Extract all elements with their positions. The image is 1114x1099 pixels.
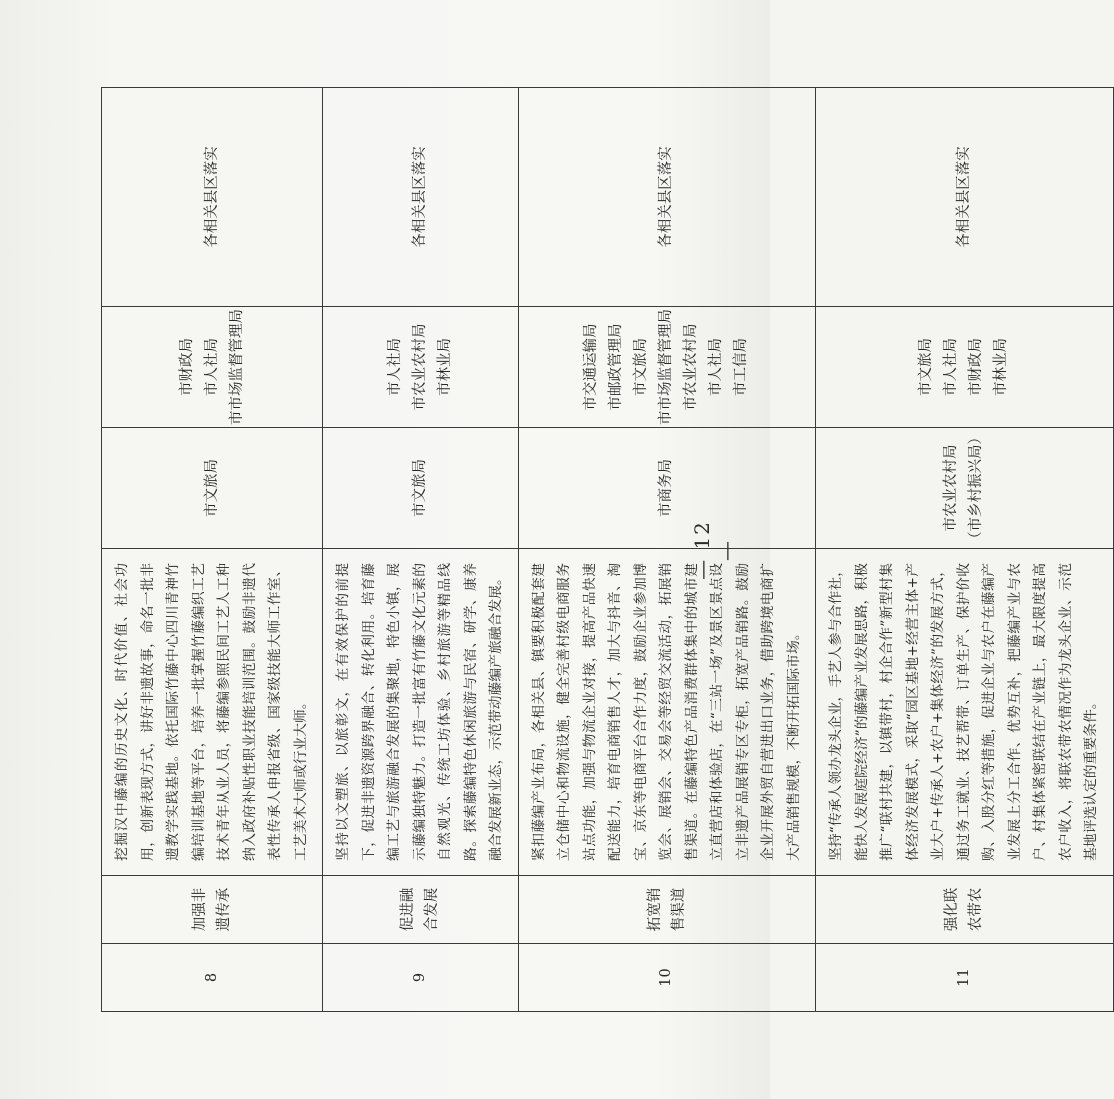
- coop-unit: 市市场监督管理局: [658, 308, 675, 425]
- row-number: 10: [518, 943, 816, 1011]
- coop-unit: 市人社局: [943, 337, 960, 396]
- task-title: 强化联农带农: [816, 875, 1114, 943]
- task-measure: 坚持以文塑旅、以旅彰文，在有效保护的前提下，促进非遗资源跨界融合、转化利用。培育藤编工艺与旅游融合发展的集聚地，特色小镇，展示藤编独特魅力。打造一批富有竹藤文化元素的自然观光、传统工坊体验、乡村旅游等精品线路。探索藤编特色休闲旅游与民宿、研学、康养融合发展新业态，示范带动藤编产旅融合发展。: [323, 548, 519, 875]
- task-measure: 坚持“传承人领办龙头企业，手艺人参与合作社，能快人发展庭院经济”的藤编产业发展思路，积极推广“联村共建，以镇带村，村企合作”新型村集体经济发展模式，采取“园区基地+经营主体+产业大户+传承人+农户+集体经济”的发展方式，通过务工就业、技艺帮带、订单生产、保护价收购、入股分红等措施，促进企业与农户在藤编产业发展上分工合作、优势互补，把藤编产业与农户、村集体紧密联结在产业链上，最大限度提高农户收入，将联农带农情况作为龙头企业、示范基地评选认定的重要条件。: [816, 548, 1114, 875]
- coop-unit: 市工信局: [733, 337, 750, 396]
- lead-unit: [816, 427, 1114, 548]
- task-title: 促进融合发展: [323, 875, 519, 943]
- coop-unit: 市林业局: [436, 337, 453, 396]
- rotated-page: [0, 50, 1099, 1050]
- implement-unit: 各相关县区落实: [323, 87, 519, 306]
- lead-unit: [518, 427, 816, 548]
- coop-unit: 市人社局: [203, 337, 220, 396]
- lead-unit-alias: （市乡村振兴局）: [968, 429, 985, 546]
- coop-units: [102, 306, 323, 427]
- row-number: 9: [323, 943, 519, 1011]
- implement-unit: 各相关县区落实: [816, 87, 1114, 306]
- coop-unit: 市邮政管理局: [608, 323, 625, 410]
- coop-unit: 市交通运输局: [583, 323, 600, 410]
- lead-unit: [102, 427, 323, 548]
- task-measure: 紧扣藤编产业布局，各相关县、镇要积极配套建立仓储中心和物流设施，健全完善村级电商服务站点功能，加强与物流企业对接，提高产品快速配送能力，培育电商销售人才，加大与抖音、淘宝、京东等电商平台合作力度，鼓励企业参加博览会、展销会、交易会等经贸交流活动，拓展销售渠道。在藤编特色产品消费群体集中的城市建立直营店和体验店，在“三站一场”及景区景点设立非遗产品展销专区专柜，拓宽产品销路。鼓励企业开展外贸自营进出口业务，借助跨境电商扩大产品销售规模，不断开拓国际市场。: [518, 548, 816, 875]
- coop-unit: 市人社局: [708, 337, 725, 396]
- coop-unit: 市文旅局: [633, 337, 650, 396]
- table-row: [323, 87, 519, 1011]
- table-row: [816, 87, 1114, 1011]
- coop-units: [816, 306, 1114, 427]
- lead-unit-name: 市商务局: [658, 458, 675, 517]
- coop-unit: 市文旅局: [918, 337, 935, 396]
- task-title: 加强非遗传承: [102, 875, 323, 943]
- lead-unit-name: 市文旅局: [411, 458, 428, 517]
- lead-unit: [323, 427, 519, 548]
- table-row: [518, 87, 816, 1011]
- coop-unit: 市市场监督管理局: [228, 308, 245, 425]
- coop-unit: 市人社局: [386, 337, 403, 396]
- coop-units: [323, 306, 519, 427]
- task-measure: 挖掘汉中藤编的历史文化、时代价值、社会功用，创新表现方式，讲好非遗故事，命名一批非遗教学实践基地。依托国际竹藤中心四川青神竹编培训基地等平台，培养一批掌握竹藤编织工艺技术青年从业人员，将藤编参照民间工艺人工种纳入政府补贴性职业技能培训范围。鼓励非遗代表性传承人申报省级、国家级技能大师工作室、工艺美术大师或行业大师。: [102, 548, 323, 875]
- coop-unit: 市财政局: [968, 337, 985, 396]
- coop-unit: 市财政局: [178, 337, 195, 396]
- implement-unit: 各相关县区落实: [102, 87, 323, 306]
- row-number: 8: [102, 943, 323, 1011]
- coop-unit: 市农业农村局: [411, 323, 428, 410]
- task-title: 拓宽销售渠道: [518, 875, 816, 943]
- table-row: [102, 87, 323, 1011]
- implement-unit: 各相关县区落实: [518, 87, 816, 306]
- row-number: 11: [816, 943, 1114, 1011]
- page-number: — 12 —: [690, 519, 738, 580]
- task-table: [101, 87, 1114, 1012]
- coop-unit: 市农业农村局: [683, 323, 700, 410]
- lead-unit-name: 市文旅局: [203, 458, 220, 517]
- coop-units: [518, 306, 816, 427]
- coop-unit: 市林业局: [993, 337, 1010, 396]
- lead-unit-name: 市农业农村局: [943, 444, 960, 531]
